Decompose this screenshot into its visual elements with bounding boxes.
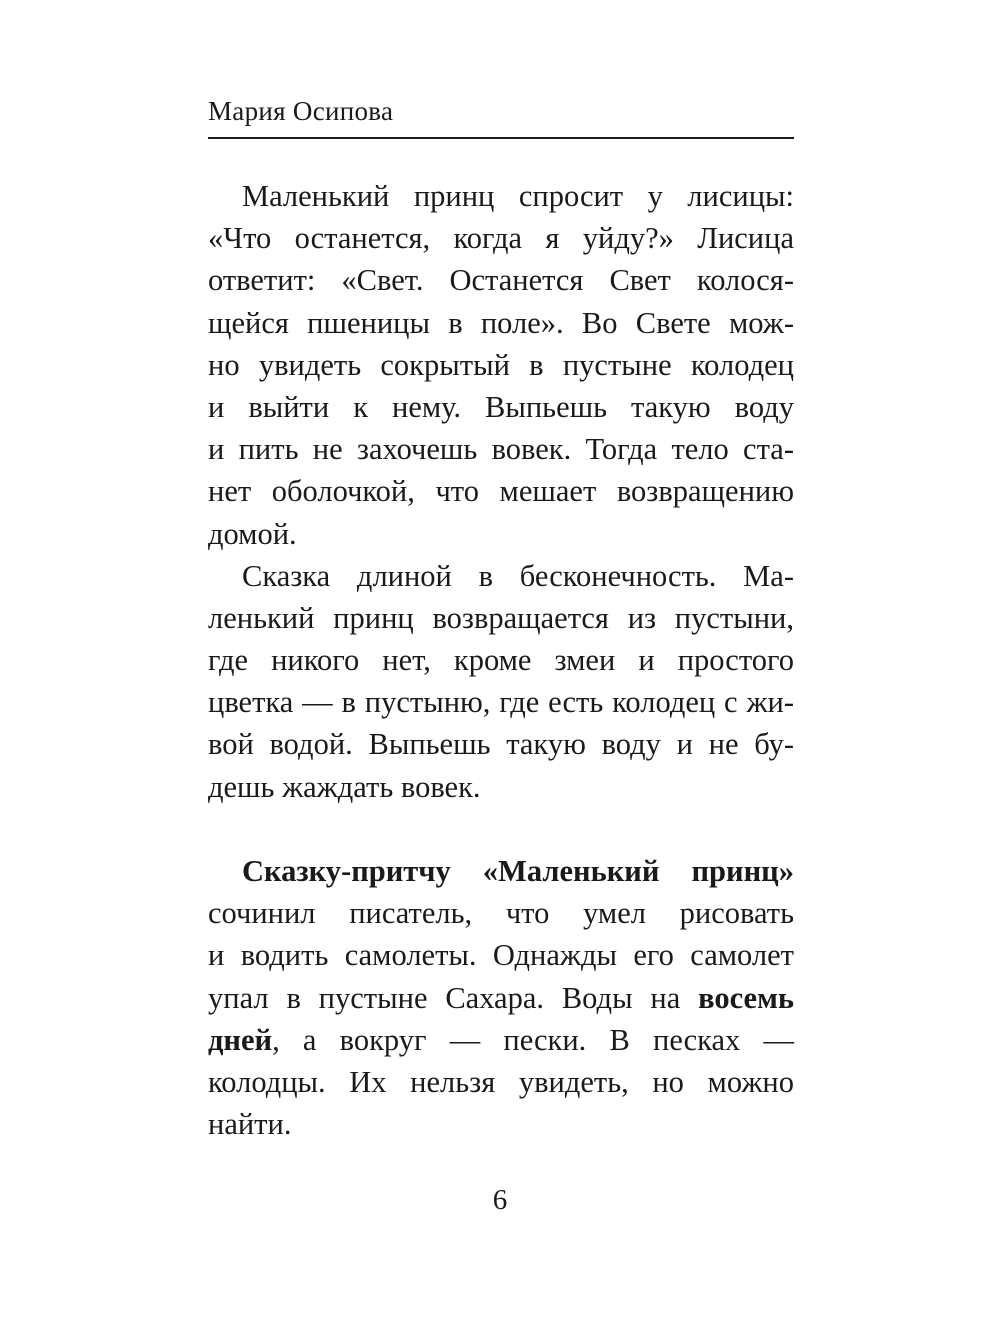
text-line: домой. bbox=[208, 516, 297, 551]
text-fragment: , а вокруг — пески. В песках — bbox=[272, 1022, 794, 1057]
text-line: и водить самолеты. Однажды его самолет bbox=[208, 938, 794, 973]
main-text bbox=[208, 175, 794, 1145]
text-line: дешь жаждать вовек. bbox=[208, 769, 481, 804]
section-gap bbox=[208, 808, 794, 850]
text-line: где никого нет, кроме змеи и простого bbox=[208, 643, 794, 678]
text-line: но увидеть сокрытый в пустыне колодец bbox=[208, 347, 794, 382]
text-fragment: упал в пустыне Сахара. Воды на bbox=[208, 980, 699, 1015]
text-line: и выйти к нему. Выпьешь такую воду bbox=[208, 389, 794, 424]
text-line: ответит: «Свет. Останется Свет колося- bbox=[208, 263, 794, 298]
text-line: ленький принц возвращается из пустыни, bbox=[208, 600, 794, 635]
text-line: вой водой. Выпьешь такую воду и не бу- bbox=[208, 727, 794, 762]
text-line: Маленький принц спросит у лисицы: bbox=[242, 179, 794, 213]
bold-fragment: дней bbox=[208, 1022, 273, 1057]
text-line: щейся пшеницы в поле». Во Свете мож- bbox=[208, 305, 794, 340]
text-line: Сказка длиной в бесконечность. Ма- bbox=[242, 558, 794, 593]
text-line: сочинил писатель, что умел рисовать bbox=[208, 896, 794, 931]
text-line: найти. bbox=[208, 1107, 292, 1142]
text-line: «Что останется, когда я уйду?» Лисица bbox=[208, 221, 794, 256]
text-line: и пить не захочешь вовек. Тогда тело ста- bbox=[208, 432, 794, 467]
bold-title-line: Сказку-притчу «Маленький принц» bbox=[242, 854, 794, 888]
text-line: нет оболочкой, что мешает возвращению bbox=[208, 474, 794, 509]
text-line: цветка — в пустыню, где есть колодец с жи- bbox=[208, 685, 794, 720]
page-number: 6 bbox=[492, 1184, 508, 1216]
text-line bbox=[208, 977, 794, 1019]
paragraph-3 bbox=[208, 850, 794, 1145]
text-line bbox=[208, 1019, 794, 1061]
bold-fragment: восемь bbox=[698, 980, 794, 1015]
paragraph-1 bbox=[208, 175, 794, 555]
header-divider bbox=[208, 137, 794, 139]
text-line: колодцы. Их нельзя увидеть, но можно bbox=[208, 1064, 794, 1099]
running-header-author: Мария Осипова bbox=[208, 96, 394, 126]
paragraph-2 bbox=[208, 555, 794, 808]
